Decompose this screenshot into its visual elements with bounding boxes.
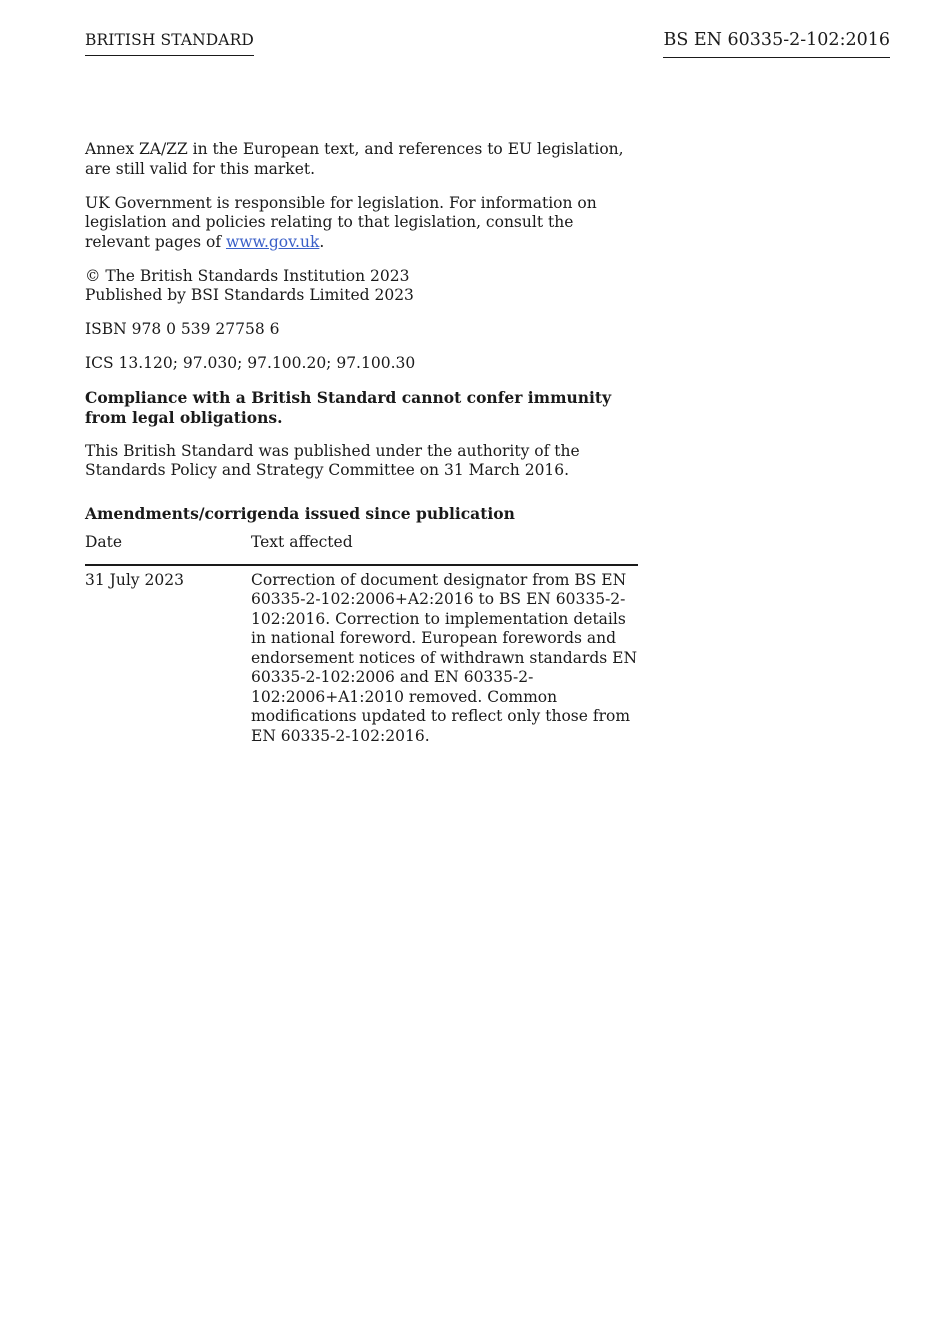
header-publisher-label: BRITISH STANDARD <box>85 31 254 56</box>
amendments-table <box>85 533 638 746</box>
uk-government-note-end: . <box>319 232 325 251</box>
amendments-text-header: Text affected <box>251 533 638 565</box>
page-body <box>85 140 641 746</box>
compliance-statement: Compliance with a British Standard cannot confer immunity from legal obligations. <box>85 388 612 427</box>
copyright-block <box>85 267 641 306</box>
uk-government-note-text: UK Government is responsible for legislation. For information on legislation and policies relating to that legislation, consult the relevant pages of <box>85 193 597 251</box>
ics-codes: ICS 13.120; 97.030; 97.100.20; 97.100.30 <box>85 354 416 372</box>
publication-authority: This British Standard was published under the authority of the Standards Policy and Strategy Committee on 31 March 2016. <box>85 441 580 479</box>
publisher-line: Published by BSI Standards Limited 2023 <box>85 286 414 304</box>
amendment-date: 31 July 2023 <box>85 570 184 589</box>
gov-uk-link[interactable]: www.gov.uk <box>225 232 320 251</box>
amendments-header-row <box>85 533 638 565</box>
eu-legislation-note: Annex ZA/ZZ in the European text, and references to EU legislation, are still valid for this market. <box>85 140 624 178</box>
amendment-text: Correction of document designator from BS EN 60335-2-102:2006+A2:2016 to BS EN 60335-2-102:2016. Correction to implementation details in national foreword. European forewords and endorsement notices of withdrawn standards EN 60335-2-102:2006 and EN 60335-2-102:2006+A1:2010 removed. Common modifications updated to reflect only those from EN 60335-2-102:2016. <box>251 570 638 745</box>
copyright-line: © The British Standards Institution 2023 <box>85 266 410 285</box>
table-row <box>85 565 638 747</box>
amendments-date-header: Date <box>85 533 251 565</box>
amendments-title: Amendments/corrigenda issued since publication <box>85 503 515 523</box>
uk-government-note <box>85 194 641 253</box>
isbn: ISBN 978 0 539 27758 6 <box>85 320 280 338</box>
header-standard-number: BS EN 60335-2-102:2016 <box>663 30 890 58</box>
